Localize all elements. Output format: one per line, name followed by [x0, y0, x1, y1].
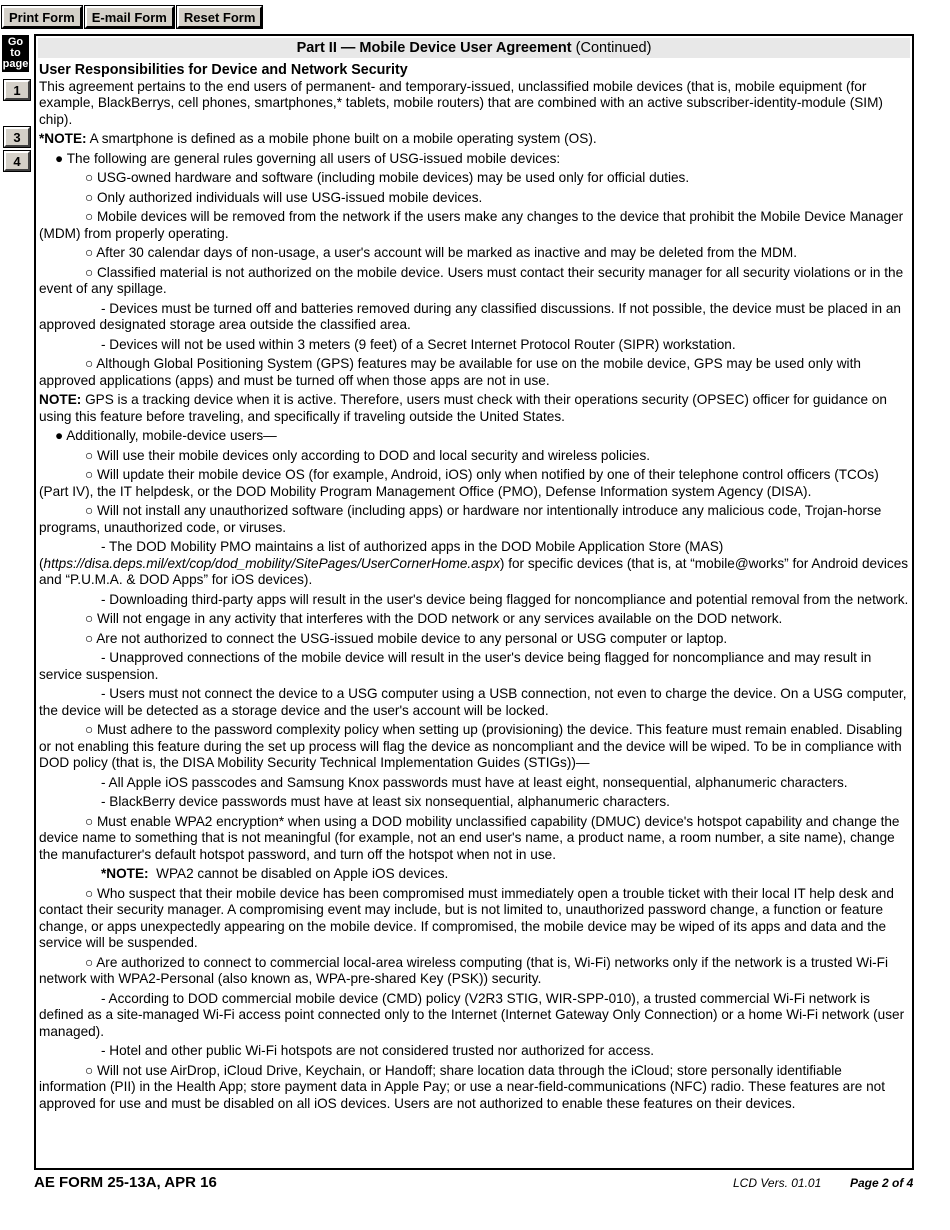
mas-text-post: ) for specific devices (that is, at “mobile@works” for Android devices and “P.U.M.A. & DOD Apps” for iOS devices).	[39, 555, 909, 587]
go-to-page-1-button[interactable]: 1	[4, 80, 30, 100]
mas-url: https://disa.deps.mil/ext/cop/dod_mobility/SitePages/UserCornerHome.aspx	[43, 555, 500, 571]
user-rule-ios-features: ○ Will not use AirDrop, iCloud Drive, Keychain, or Handoff; share location data through the iCloud; store personally identifiable information (PII) in the Health App; store payment data in Apple Pay; or use a near-field-communications (NFC) radio. These features are not approved for use and must be disabled on all iOS devices. Users are not authorized to enable these features on their devices.	[39, 1062, 886, 1111]
user-rule-no-unauthorized-software: ○ Will not install any unauthorized software (including apps) or hardware nor intentionally introduce any malicious code, Trojan-horse programs, unauthorized code, or viruses.	[39, 503, 882, 535]
user-rule-ios-passcodes: - All Apple iOS passcodes and Samsung Knox passwords must have at least eight, nonsequential, alphanumeric characters.	[101, 774, 848, 790]
note-text: GPS is a tracking device when it is active. Therefore, users must check with their operations security (OPSEC) officer for guidance on using this feature before traveling, and specifically if traveling outside the United States.	[39, 392, 887, 424]
section-continued: (Continued)	[575, 40, 652, 56]
user-rule-third-party: - Downloading third-party apps will result in the user's device being flagged for noncompliance and potential removal from the network.	[101, 591, 909, 607]
user-rule-password-policy: ○ Must adhere to the password complexity policy when setting up (provisioning) the device. This feature must remain enabled. Disabling or not enabling this feature during the set up process will flag the device as noncompliant and the device will be wiped. To be in compliance with DOD policy (that is, the DISA Mobility Security Technical Implementation Guides (STIGs))—	[39, 722, 903, 770]
section-title: Part II — Mobile Device User Agreement	[296, 40, 572, 56]
page-navigation	[2, 35, 33, 169]
note-smartphone	[39, 131, 910, 148]
user-rule-policies: ○ Will use their mobile devices only according to DOD and local security and wireless policies.	[85, 447, 651, 463]
note-gps	[39, 392, 910, 425]
go-to-page-label: Go to page	[2, 36, 29, 70]
rule-gps: ○ Although Global Positioning System (GPS) features may be available for use on the mobile device, GPS may be used only with approved applications (apps) and must be turned off when those apps are not in use.	[39, 356, 861, 388]
user-rule-usb: - Users must not connect the device to a USG computer using a USB connection, not even to charge the device. On a USG computer, the device will be detected as a storage device and the user's account will be locked.	[39, 686, 907, 718]
user-rule-compromised: ○ Who suspect that their mobile device has been compromised must immediately open a trouble ticket with their local IT help desk and contact their security manager. A compromising event may include, but is not limited to, unauthorized password change, a function or feature change, or apps unexpectedly appearing on the mobile device. If compromised, the mobile device may be wiped of its apps and data and the service will be suspended.	[39, 885, 894, 950]
section-heading: User Responsibilities for Device and Network Security	[39, 62, 408, 78]
email-form-button[interactable]: E-mail Form	[85, 6, 174, 28]
form-identifier: AE FORM 25-13A, APR 16	[34, 1174, 217, 1191]
user-rule-wpa2: ○ Must enable WPA2 encryption* when using a DOD mobility unclassified capability (DMUC) device's hotspot capability and change the device name to something that is not meaningful (for example, not an end user's name, a product name, a room number, a site name), change the manufacturer's default hotspot password, and turn off the hotspot when not in use.	[39, 813, 900, 862]
rule-non-usage: ○ After 30 calendar days of non-usage, a user's account will be marked as inactive and may be deleted from the MDM.	[85, 245, 798, 260]
user-rule-wifi: ○ Are authorized to connect to commercial local-area wireless computing (that is, Wi-Fi) networks only if the network is a trusted Wi-Fi network with WPA2-Personal (also known as, WPA-pre-shared Key (PSK)) security.	[39, 954, 888, 986]
user-rule-trusted-wifi: - According to DOD commercial mobile device (CMD) policy (V2R3 STIG, WIR-SPP-010), a trusted commercial Wi-Fi network is defined as a site-managed Wi-Fi access point connected only to the Internet (Internet Gateway Only Connection) or a home Wi-Fi network (user managed).	[39, 990, 905, 1039]
user-rule-no-interference: ○ Will not engage in any activity that interferes with the DOD network or any services available on the DOD network.	[85, 611, 783, 626]
form-version: LCD Vers. 01.01	[733, 1176, 822, 1190]
rule-authorized-individuals: ○ Only authorized individuals will use USG-issued mobile devices.	[85, 189, 483, 205]
section-header	[38, 38, 910, 58]
user-rule-mas	[39, 539, 910, 589]
user-rule-blackberry: - BlackBerry device passwords must have at least six nonsequential, alphanumeric characters.	[101, 794, 670, 809]
rule-classified: ○ Classified material is not authorized on the mobile device. Users must contact their security manager for all security violations or in the event of any spillage.	[39, 264, 904, 296]
rule-official-duties: ○ USG-owned hardware and software (including mobile devices) may be used only for official duties.	[85, 170, 690, 185]
rule-classified-discussions: - Devices must be turned off and batteries removed during any classified discussions. If not possible, the device must be placed in an approved designated storage area outside the classified area.	[39, 300, 901, 332]
bullet-additional: ● Additionally, mobile-device users—	[55, 428, 277, 443]
note-text: A smartphone is defined as a mobile phone built on a mobile operating system (OS).	[86, 131, 597, 146]
note-label: NOTE:	[39, 392, 82, 407]
bullet-general-rules: ● The following are general rules governing all users of USG-issued mobile devices:	[55, 150, 561, 166]
note-label: *NOTE:	[101, 866, 149, 881]
intro-paragraph: This agreement pertains to the end users of permanent- and temporary-issued, unclassified mobile devices (that is, mobile equipment (for example, BlackBerrys, cell phones, smartphones,* tablets, mobile routers) that are combined with an active subscriber-identity-module (SIM) chip).	[39, 78, 883, 127]
note-label: *NOTE:	[39, 131, 87, 146]
note-wpa2	[39, 866, 910, 883]
form-page-frame	[34, 34, 914, 1170]
print-form-button[interactable]: Print Form	[2, 6, 82, 28]
user-rule-os-update: ○ Will update their mobile device OS (for example, Android, iOS) only when notified by one of their telephone control officers (TCOs) (Part IV), the IT helpdesk, or the DOD Mobility Program Management Office (PMO), Defense Information system Agency (DISA).	[39, 467, 879, 499]
reset-form-button[interactable]: Reset Form	[177, 6, 263, 28]
user-rule-public-hotspots: - Hotel and other public Wi-Fi hotspots are not considered trusted nor authorized for access.	[101, 1043, 655, 1058]
user-rule-unapproved-connections: - Unapproved connections of the mobile device will result in the user's device being flagged for noncompliance and may result in service suspension.	[39, 650, 872, 682]
agreement-text	[36, 58, 912, 1112]
form-toolbar	[2, 6, 262, 28]
go-to-page-4-button[interactable]: 4	[4, 151, 30, 171]
mas-text-pre: - The DOD Mobility PMO maintains a list of authorized apps in the DOD Mobile Application Store (MAS) (	[39, 539, 724, 571]
page-number: Page 2 of 4	[850, 1176, 914, 1190]
rule-sipr-distance: - Devices will not be used within 3 meters (9 feet) of a Secret Internet Protocol Router (SIPR) workstation.	[101, 336, 736, 352]
user-rule-no-computer: ○ Are not authorized to connect the USG-issued mobile device to any personal or USG computer or laptop.	[85, 630, 728, 646]
go-to-page-3-button[interactable]: 3	[4, 127, 30, 147]
rule-mdm: ○ Mobile devices will be removed from the network if the users make any changes to the device that prohibit the Mobile Device Manager (MDM) from properly operating.	[39, 209, 904, 241]
note-text: WPA2 cannot be disabled on Apple iOS devices.	[148, 866, 449, 881]
